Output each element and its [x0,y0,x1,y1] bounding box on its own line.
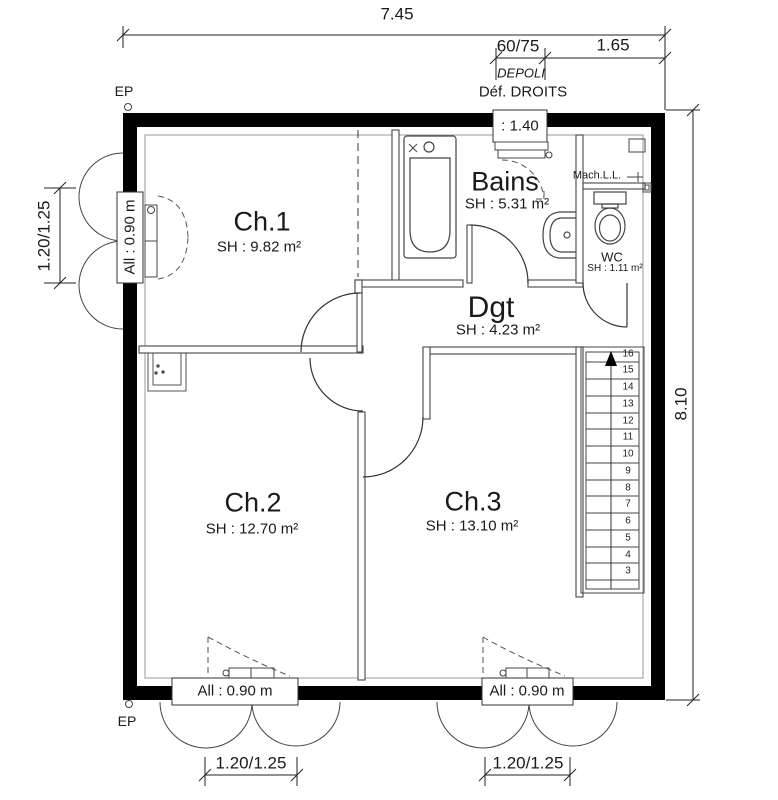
door-swing-bains [470,225,528,283]
room-area-ch1: SH : 9.82 m² [216,238,302,256]
ep-pipe-top-icon [125,104,132,111]
stair-step-number: 15 [622,364,634,376]
staircase [581,347,644,593]
dimension-lines [44,26,700,786]
partition-bains-south-right [528,280,583,287]
partition-ch1-bains [392,130,399,283]
partition-bains-south-left [355,280,463,287]
window-allege-left: All : 0.90 m [121,199,139,275]
door-swing-ch3 [363,417,423,477]
room-area-bains: SH : 5.31 m² [464,195,550,213]
stair-step-number: 5 [625,532,631,544]
partition-jamb [355,280,362,293]
machine-label: Mach.L.L. [572,169,622,182]
shutter-arc [160,702,252,748]
window-allege-bottom-right: All : 0.90 m [489,682,565,700]
stair-step-number: 3 [625,565,631,577]
shutter-arc [529,702,617,746]
stair-step-number: 12 [622,415,634,427]
partition-ch3-north [430,347,578,354]
stair-step-number: 14 [622,381,634,393]
partition-bains-wc [576,135,583,283]
partition-ch3-jamb [423,347,430,419]
door-leaf-ch1 [357,293,362,352]
room-label-ch3: Ch.3 [444,486,502,517]
depoli-label: DEPOLI [497,65,545,81]
toilet-icon [594,192,626,244]
partition-ch2-ch3 [358,412,365,680]
shutter-arc [79,241,123,329]
stair-step-number: 7 [625,498,631,510]
dim-bottom-right-shutter: 1.20/1.25 [492,753,564,773]
stair-up-arrow-icon [605,351,617,366]
stair-step-number: 4 [625,549,631,561]
stair-step-number: 13 [622,398,634,410]
dim-overall-width: 7.45 [380,4,414,24]
dim-left-shutter: 1.20/1.25 [34,200,54,272]
stair-step-number: 10 [622,448,634,460]
dim-bottom-left-shutter: 1.20/1.25 [215,753,287,773]
room-label-ch1: Ch.1 [233,206,291,237]
stair-step-number: 9 [625,465,631,477]
sink-icon [543,212,576,258]
dim-top-window: 60/75 [496,36,540,56]
stair-step-number: 16 [622,348,634,360]
shutter-arc [79,153,123,241]
partition-ch1-ch2 [139,346,363,353]
dim-top-window-sill: : 1.40 [501,117,539,135]
ep-label-top: EP [114,83,134,99]
def-droits-label: Déf. DROITS [478,83,568,101]
shutter-arc [437,702,529,748]
partition-stair-west [576,347,583,597]
ep-label-bottom: EP [117,713,137,729]
door-swing-ch1 [301,293,360,352]
room-label-wc: WC [601,249,623,265]
duct-closet [148,353,186,391]
door-swing-ch2 [310,358,363,411]
room-area-ch3: SH : 13.10 m² [425,517,519,535]
door-swing-wc [583,283,627,327]
ep-pipe-bottom-icon [126,701,133,708]
room-area-dgt: SH : 4.23 m² [455,321,541,339]
dim-overall-height: 8.10 [671,387,691,421]
dim-top-right: 1.65 [596,35,630,55]
shutter-arc [252,702,340,746]
door-leaf-bains [467,225,472,283]
partition-wc-north [583,183,645,189]
room-label-bains: Bains [471,166,539,197]
window-allege-bottom-left: All : 0.90 m [197,682,273,700]
stair-step-number: 11 [622,431,634,443]
stair-step-number: 6 [625,515,631,527]
stair-step-number: 8 [625,482,631,494]
room-label-dgt: Dgt [467,291,515,324]
room-area-wc: SH : 1.11 m² [587,263,643,274]
room-label-ch2: Ch.2 [224,487,282,518]
bathtub-icon [404,136,456,258]
room-area-ch2: SH : 12.70 m² [205,520,299,538]
